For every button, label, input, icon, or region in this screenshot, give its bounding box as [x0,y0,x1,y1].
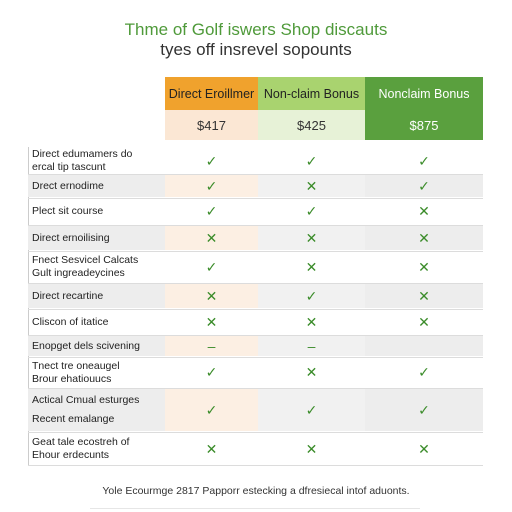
page-subtitle: tyes off insrevel sopounts [160,40,352,59]
feature-mark: ✓ [418,152,430,169]
plan-header-non-claim-bonus: Non-claim Bonus [258,77,365,110]
row-label-line: Fnect Sesvicel Calcats [32,254,139,266]
row-label [32,252,164,282]
feature-mark: ✕ [418,287,430,304]
feature-mark: ✕ [305,440,318,457]
feature-mark: – [207,338,216,354]
table-row [28,389,483,431]
footer-note: Yole Ecourmge 2817 Papporr estecking a dfresiecal intof aduonts. [102,485,410,497]
feature-mark: ✓ [305,401,318,418]
table-row [28,252,483,282]
table-row [28,433,483,465]
feature-mark: – [307,338,316,354]
table-row [28,175,483,197]
feature-mark: ✓ [205,401,218,418]
table-row [28,284,483,308]
page-title: Thme of Golf iswers Shop discauts [124,20,388,39]
plan-price-nonclaim-bonus: $875 [365,110,483,140]
feature-mark: ✓ [305,203,318,219]
feature-mark: ✕ [305,229,318,246]
table-row [28,226,483,250]
row-label-line: Plect sit course [32,205,104,217]
feature-mark: ✕ [205,287,218,304]
feature-mark: ✓ [305,287,318,304]
feature-mark: ✕ [205,229,218,246]
feature-mark: ✓ [205,152,218,169]
feature-mark: ✓ [418,401,430,418]
row-label-line: Drect ernodime [32,179,104,192]
row-label-line: Gult ingreadeycines [32,267,125,279]
row-label [32,284,164,308]
row-label-line: Geat tale ecostreh of [32,436,130,448]
feature-mark: ✓ [418,364,430,380]
row-label [32,336,164,356]
feature-mark: ✕ [205,440,218,457]
feature-mark: ✓ [205,203,218,219]
feature-mark: ✕ [418,258,430,275]
feature-mark: ✕ [418,313,430,330]
feature-mark: ✕ [305,364,318,380]
feature-mark: ✕ [205,313,218,330]
feature-mark: ✕ [418,203,430,219]
row-label [32,226,164,250]
row-label-line: Actical Cmual esturges [32,394,140,406]
footer-rule [90,508,420,509]
feature-mark: ✓ [205,364,218,380]
row-label [32,310,164,334]
row-label-line: Cliscon of itatice [32,315,109,328]
row-label-line: Ehour erdecunts [32,449,110,461]
plan-price-non-claim-bonus: $425 [258,110,365,140]
feature-mark: ✕ [305,177,318,194]
table-row [28,199,483,224]
row-label [32,175,164,197]
row-label [32,389,164,431]
feature-mark: ✓ [305,152,318,169]
table-row [28,358,483,387]
feature-mark: ✓ [418,177,430,194]
row-label-line: Direct edumamers do [32,148,133,160]
feature-mark: ✓ [205,177,218,194]
row-label-line: Brour ehatiouucs [32,372,112,385]
feature-mark: ✕ [305,313,318,330]
feature-mark: ✕ [418,440,430,457]
table-row [28,147,483,175]
plan-price-direct-enrollment: $417 [165,110,258,140]
row-label-line: Direct ernoilising [32,231,110,244]
plan-header-nonclaim-bonus: Nonclaim Bonus [365,77,483,110]
row-label [32,433,164,465]
row-label-line: Tnect tre oneaugel [32,359,120,372]
plan-header-direct-enrollment: Direct Eroillmer [165,77,258,110]
row-divider [28,465,483,466]
table-row [28,310,483,334]
row-label [32,358,164,387]
row-label-line: Enopget dels scivening [32,339,140,352]
feature-mark: ✕ [418,229,430,246]
row-label [32,199,164,224]
feature-mark: ✕ [305,258,318,275]
feature-mark [365,336,483,356]
row-label-line: ercal tip tascunt [32,161,106,173]
table-row [28,336,483,356]
row-label [32,147,164,175]
feature-mark: ✓ [205,258,218,275]
row-label-line: Direct recartine [32,289,104,302]
row-label-line: Recent emalange [32,413,115,425]
